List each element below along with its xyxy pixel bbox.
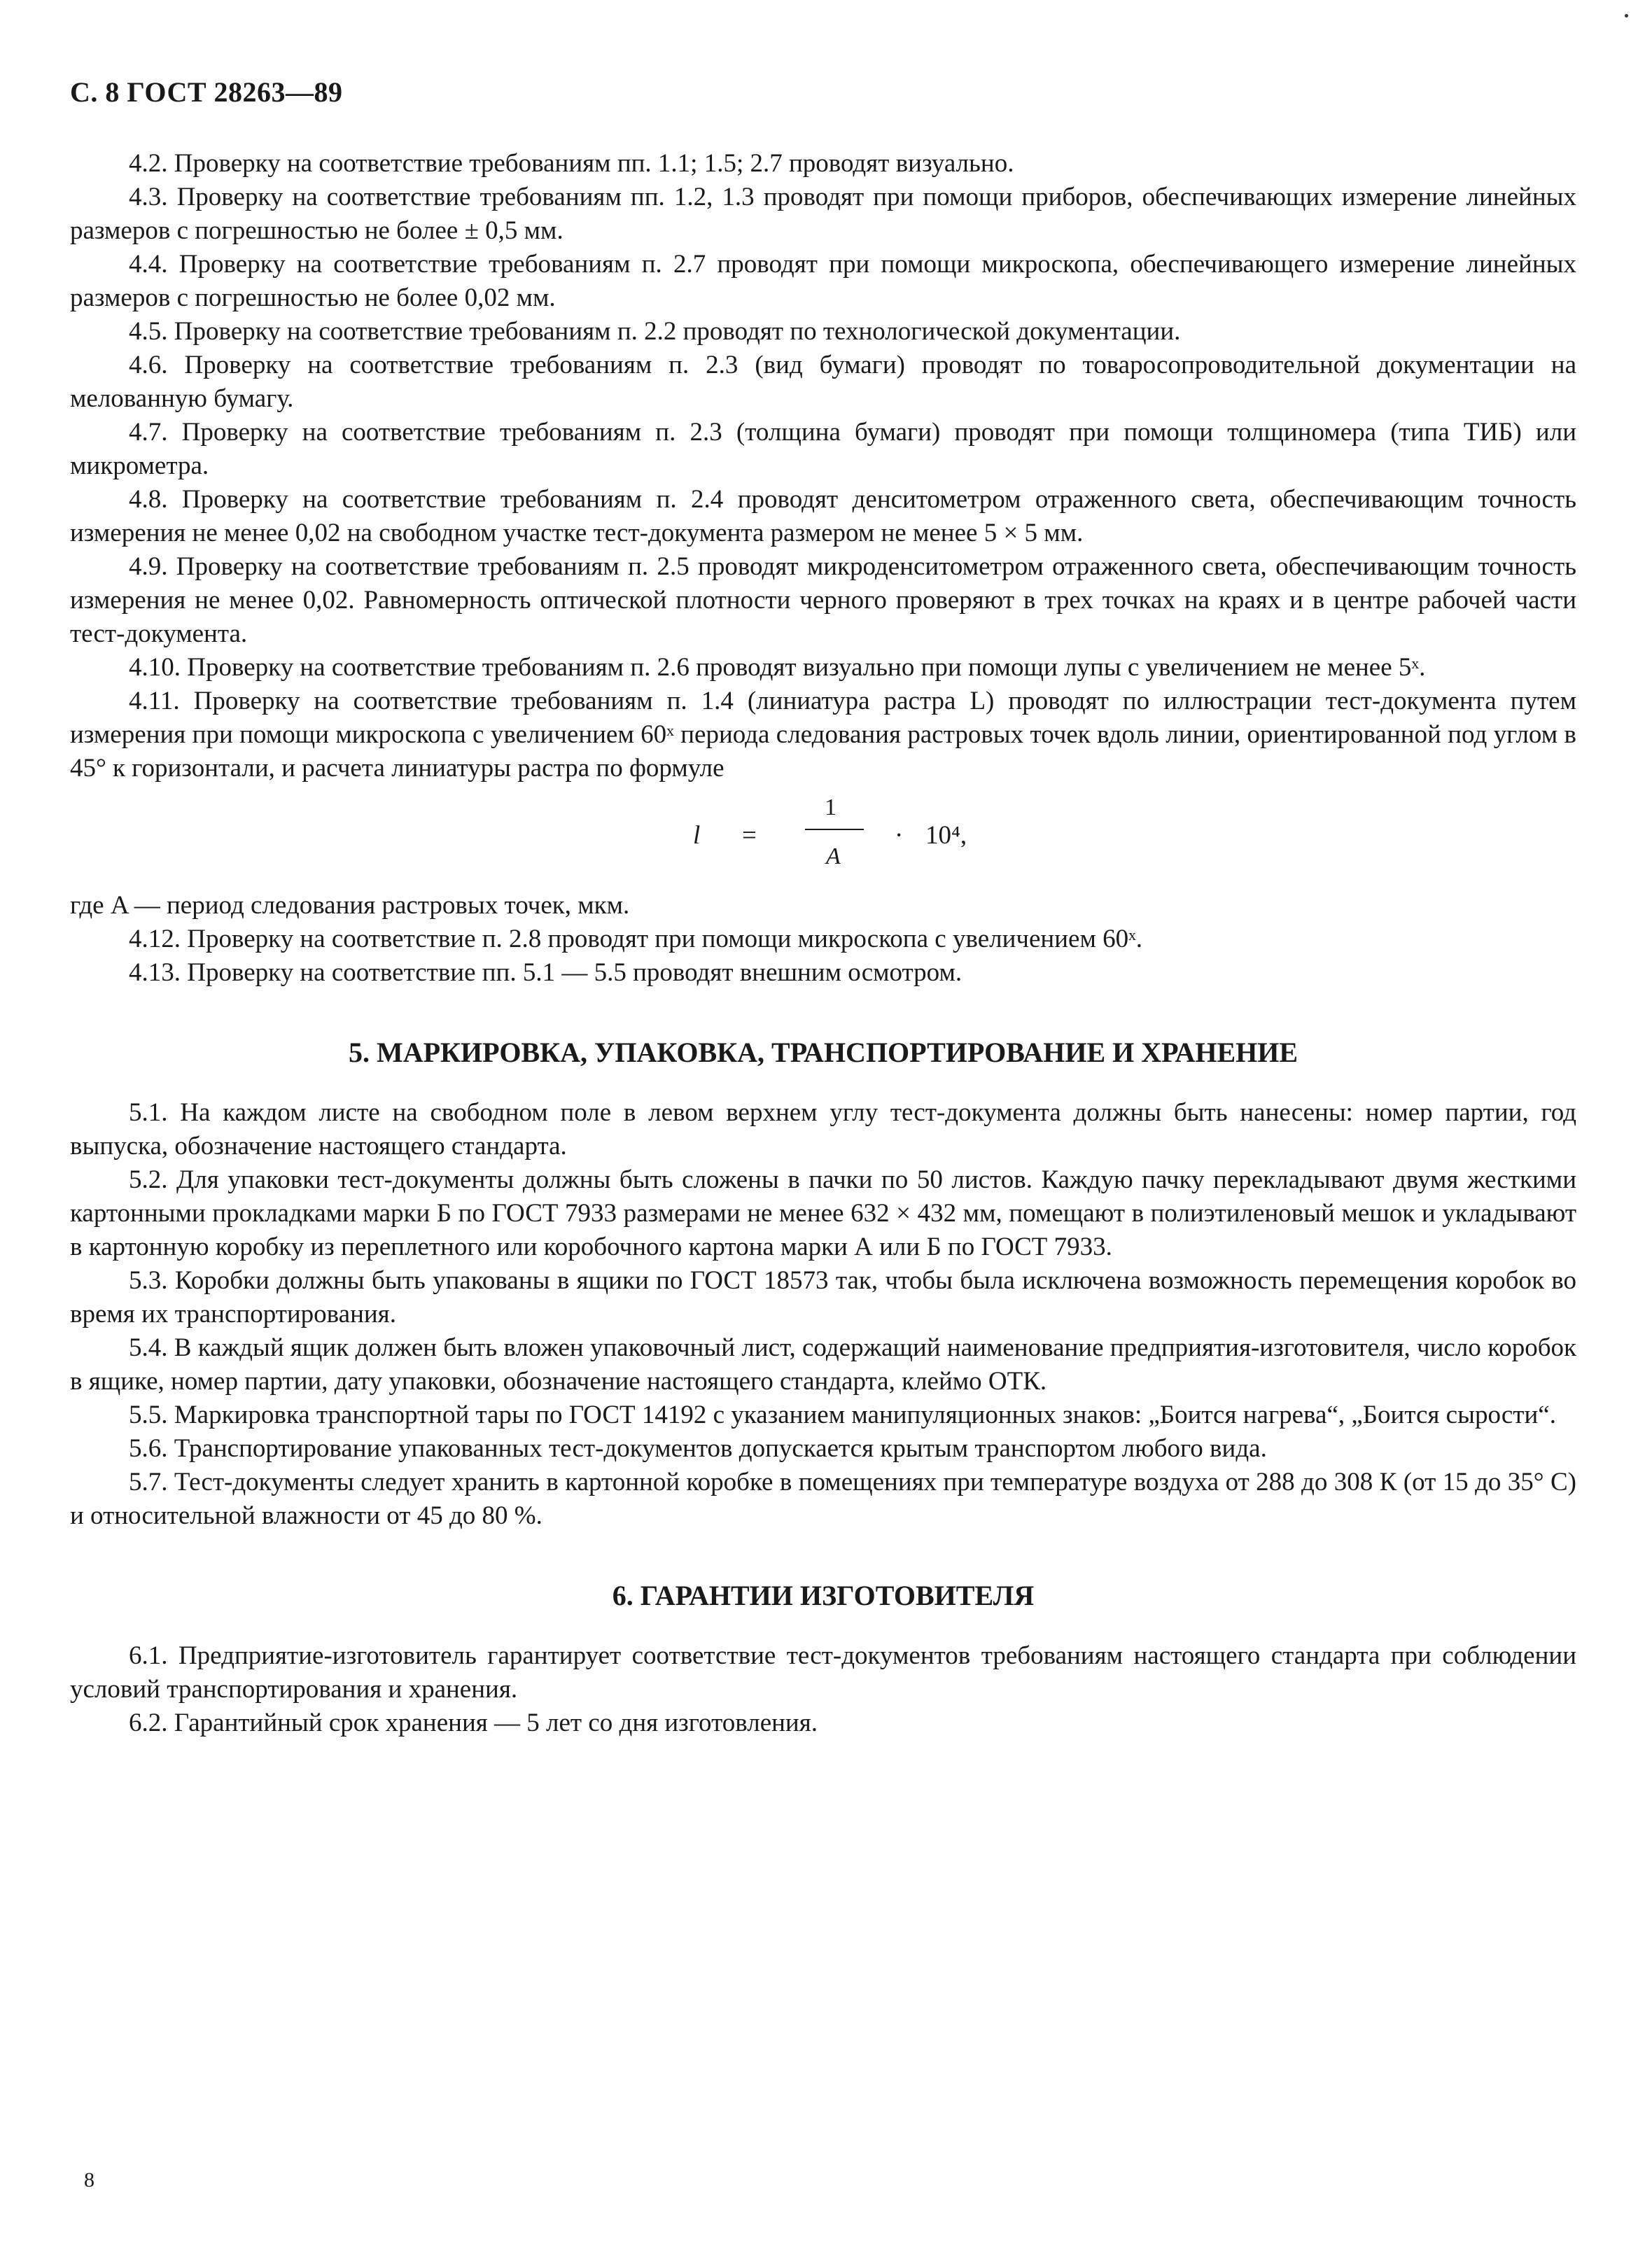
paragraph-4-3: 4.3. Проверку на соответствие требованиям пп. 1.2, 1.3 проводят при помощи приборов, обеспечивающих измерение линейных размеров с погрешностью не более ± 0,5 мм. xyxy=(70,183,1576,245)
paragraph-4-5: 4.5. Проверку на соответствие требованиям п. 2.2 проводят по технологической документации. xyxy=(129,317,1181,346)
formula-numerator: 1 xyxy=(825,794,836,820)
paragraph-4-2: 4.2. Проверку на соответствие требованиям пп. 1.1; 1.5; 2.7 проводят визуально. xyxy=(129,149,1014,178)
paragraph-5-4: 5.4. В каждый ящик должен быть вложен упаковочный лист, содержащий наименование предприятия-изготовителя, число коробок в ящике, номер партии, дату упаковки, обозначение настоящего стандарта, клеймо ОТК. xyxy=(70,1333,1576,1396)
lineature-formula xyxy=(70,785,1576,889)
paragraph-5-3: 5.3. Коробки должны быть упакованы в ящики по ГОСТ 18573 так, чтобы была исключена возможность перемещения коробок во время их транспортирования. xyxy=(70,1266,1576,1328)
paragraph-5-2: 5.2. Для упаковки тест-документы должны быть сложены в пачки по 50 листов. Каждую пачку перекладывают двумя жесткими картонными прокладками марки Б по ГОСТ 7933 размерами не менее 632 × 432 мм, помещают в полиэтиленовый мешок и укладывают в картонную коробку из переплетного или коробочного картона марки А или Б по ГОСТ 7933. xyxy=(70,1165,1576,1261)
paragraph-4-6: 4.6. Проверку на соответствие требованиям п. 2.3 (вид бумаги) проводят по товаросопроводительной документации на мелованную бумагу. xyxy=(70,351,1576,413)
paragraph-6-1: 6.1. Предприятие-изготовитель гарантирует соответствие тест-документов требованиям настоящего стандарта при соблюдении условий транспортирования и хранения. xyxy=(70,1641,1576,1704)
paragraph-4-8: 4.8. Проверку на соответствие требованиям п. 2.4 проводят денситометром отраженного света, обеспечивающим точность измерения не менее 0,02 на свободном участке тест-документа размером не менее 5 × 5 мм. xyxy=(70,485,1576,547)
formula-equals: = xyxy=(742,821,757,850)
fraction-bar xyxy=(805,829,864,830)
paragraph-4-10: 4.10. Проверку на соответствие требованиям п. 2.6 проводят визуально при помощи лупы с увеличением не менее 5ˣ. xyxy=(129,653,1426,682)
paragraph-4-4: 4.4. Проверку на соответствие требованиям п. 2.7 проводят при помощи микроскопа, обеспечивающего измерение линейных размеров с погрешностью не более 0,02 мм. xyxy=(70,250,1576,312)
scan-speck xyxy=(1625,14,1628,17)
paragraph-4-13: 4.13. Проверку на соответствие пп. 5.1 — 5.5 проводят внешним осмотром. xyxy=(129,958,962,987)
paragraph-5-7: 5.7. Тест-документы следует хранить в картонной коробке в помещениях при температуре воздуха от 288 до 308 К (от 15 до 35° С) и относительной влажности от 45 до 80 %. xyxy=(70,1468,1576,1530)
page-number: 8 xyxy=(84,2168,94,2192)
formula-lhs: l xyxy=(693,821,701,850)
paragraph-5-5: 5.5. Маркировка транспортной тары по ГОСТ 14192 с указанием манипуляционных знаков: „Боится нагрева“, „Боится сырости“. xyxy=(129,1401,1556,1429)
paragraph-4-7: 4.7. Проверку на соответствие требованиям п. 2.3 (толщина бумаги) проводят при помощи толщиномера (типа ТИБ) или микрометра. xyxy=(70,418,1576,480)
section-6-title: 6. ГАРАНТИИ ИЗГОТОВИТЕЛЯ xyxy=(612,1580,1035,1611)
paragraph-4-11: 4.11. Проверку на соответствие требованиям п. 1.4 (линиатура растра L) проводят по иллюстрации тест-документа путем измерения при помощи микроскопа с увеличением 60ˣ периода следования растровых точек вдоль линии, ориентированной под углом в 45° к горизонтали, и расчета линиатуры растра по формуле xyxy=(70,687,1576,783)
paragraph-5-1: 5.1. На каждом листе на свободном поле в левом верхнем углу тест-документа должны быть нанесены: номер партии, год выпуска, обозначение настоящего стандарта. xyxy=(70,1098,1576,1160)
formula-legend: где A — период следования растровых точек, мкм. xyxy=(70,891,630,920)
paragraph-4-12: 4.12. Проверку на соответствие п. 2.8 проводят при помощи микроскопа с увеличением 60ˣ. xyxy=(129,925,1143,953)
paragraph-6-2: 6.2. Гарантийный срок хранения — 5 лет со дня изготовления. xyxy=(129,1709,818,1737)
page-header: С. 8 ГОСТ 28263—89 xyxy=(70,76,343,108)
formula-multiply: · xyxy=(895,821,904,850)
formula-power: 10⁴, xyxy=(925,821,967,850)
document-body xyxy=(70,147,1576,1740)
section-5-title: 5. МАРКИРОВКА, УПАКОВКА, ТРАНСПОРТИРОВАНИЕ И ХРАНЕНИЕ xyxy=(348,1037,1298,1068)
paragraph-5-6: 5.6. Транспортирование упакованных тест-документов допускается крытым транспортом любого вида. xyxy=(129,1434,1267,1463)
paragraph-4-9: 4.9. Проверку на соответствие требованиям п. 2.5 проводят микроденситометром отраженного света, обеспечивающим точность измерения не менее 0,02. Равномерность оптической плотности черного проверяют в трех точках на краях и в центре рабочей части тест-документа. xyxy=(70,552,1576,648)
formula-denominator: A xyxy=(826,843,841,869)
